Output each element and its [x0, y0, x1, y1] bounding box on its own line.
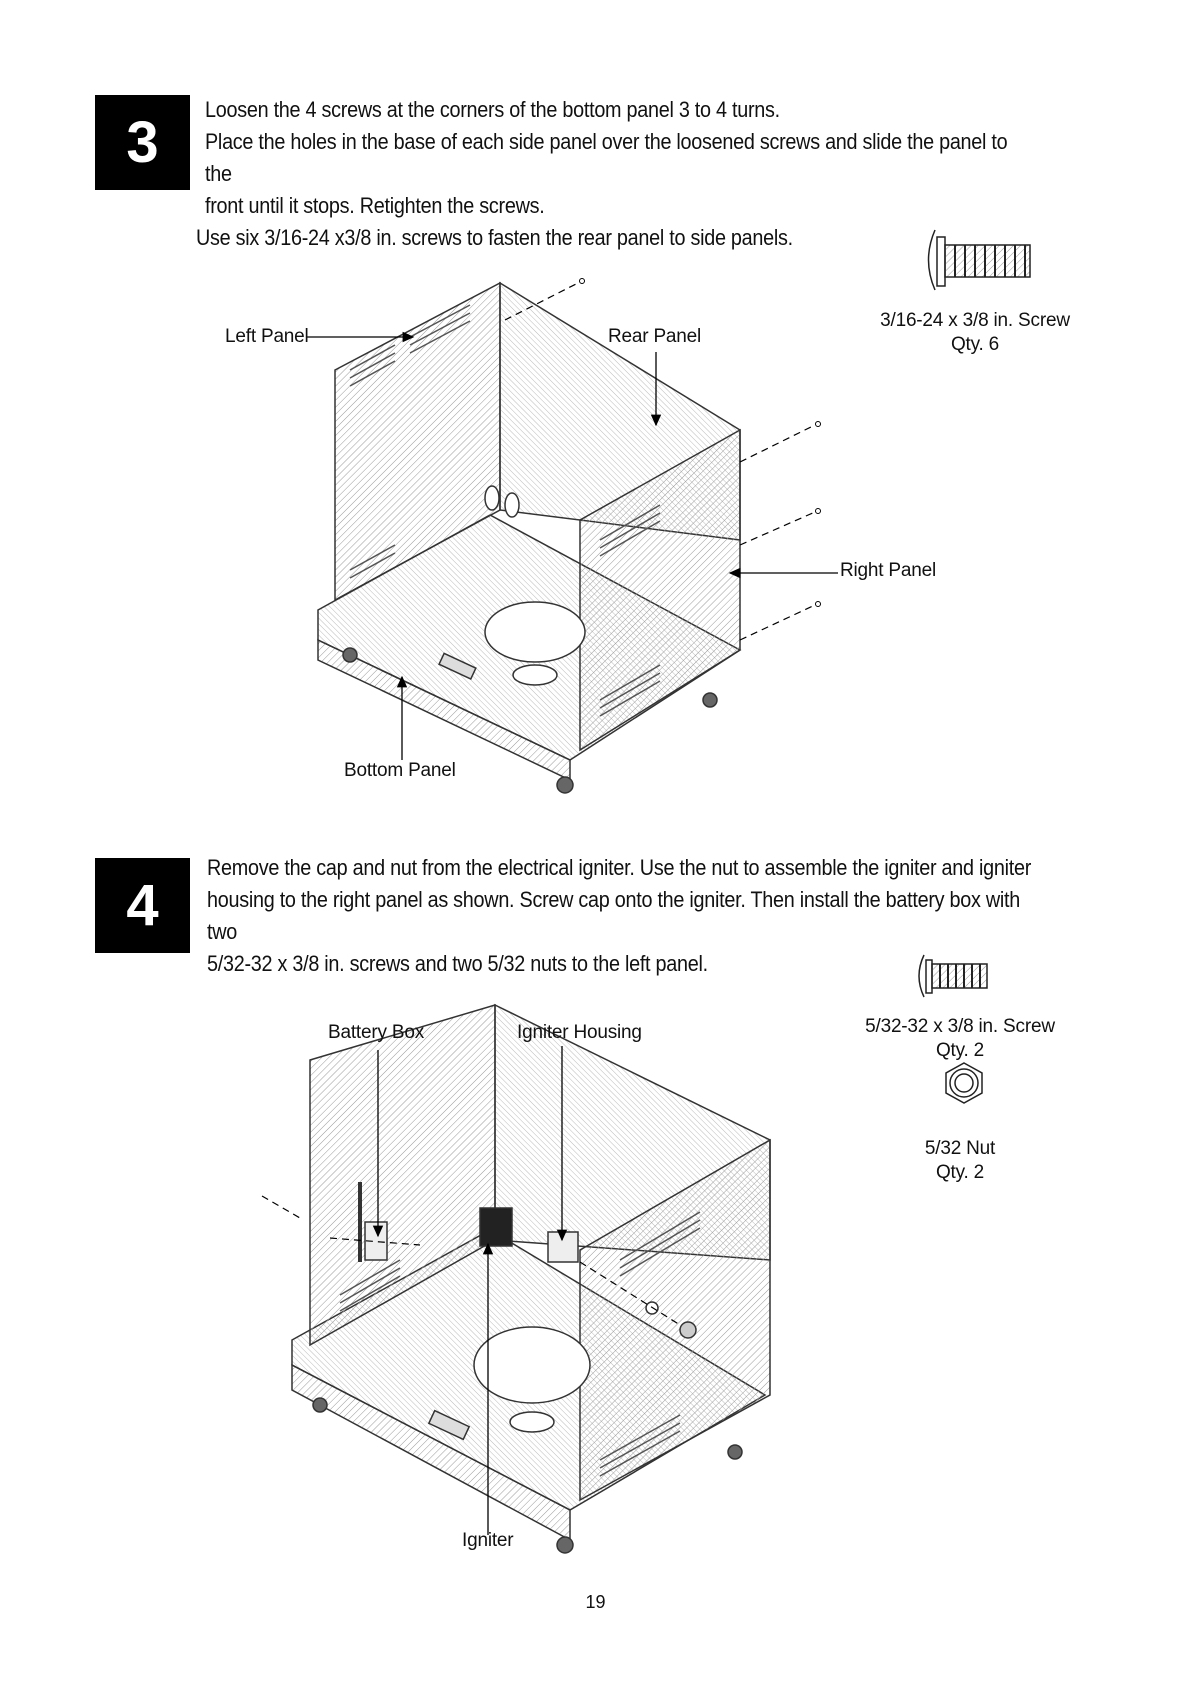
- step-3-line-4: Use six 3/16-24 x3/8 in. screws to fasten the rear panel to side panels.: [196, 225, 793, 250]
- right-panel-label: Right Panel: [840, 560, 937, 581]
- step-4-instructions: [207, 852, 1053, 980]
- nut-5-32-qty: Qty. 2: [935, 1162, 985, 1183]
- screw-5-32-qty: Qty. 2: [935, 1040, 985, 1061]
- screw-3-16-name: 3/16-24 x 3/8 in. Screw: [880, 310, 1070, 331]
- screw-5-32-name: 5/32-32 x 3/8 in. Screw: [865, 1016, 1055, 1037]
- bottom-panel-label: Bottom Panel: [344, 760, 456, 781]
- step-3-badge: [95, 95, 190, 190]
- rear-panel-label: Rear Panel: [608, 326, 702, 347]
- battery-box-label: Battery Box: [328, 1022, 425, 1043]
- step-4-line-3: 5/32-32 x 3/8 in. screws and two 5/32 nuts to the left panel.: [207, 951, 708, 976]
- step-3-number: 3: [126, 110, 159, 175]
- step-3-line-1: Loosen the 4 screws at the corners of the bottom panel 3 to 4 turns.: [205, 97, 780, 122]
- step-4-number: 4: [126, 873, 159, 938]
- step-3-line-3: front until it stops. Retighten the screws.: [205, 193, 545, 218]
- igniter-label: Igniter: [462, 1530, 514, 1551]
- step-3-line-2: Place the holes in the base of each side panel over the loosened screws and slide the panel to the: [205, 129, 1008, 186]
- step-4-line-2: housing to the right panel as shown. Screw cap onto the igniter. Then install the battery box with two: [207, 887, 1020, 944]
- screw-3-16-qty: Qty. 6: [950, 334, 1000, 355]
- step-3-instructions: [196, 94, 1015, 254]
- step-4-line-1: Remove the cap and nut from the electrical igniter. Use the nut to assemble the igniter and igniter: [207, 855, 1032, 880]
- left-panel-label: Left Panel: [225, 326, 309, 347]
- step-4-badge: [95, 858, 190, 953]
- cabinet-diagram-step3: [318, 283, 740, 793]
- igniter-housing-label: Igniter Housing: [517, 1022, 642, 1043]
- page-number: 19: [585, 1592, 606, 1612]
- nut-icon: [946, 1063, 982, 1103]
- nut-5-32-name: 5/32 Nut: [924, 1138, 996, 1159]
- cabinet-diagram-step4: [292, 1005, 770, 1553]
